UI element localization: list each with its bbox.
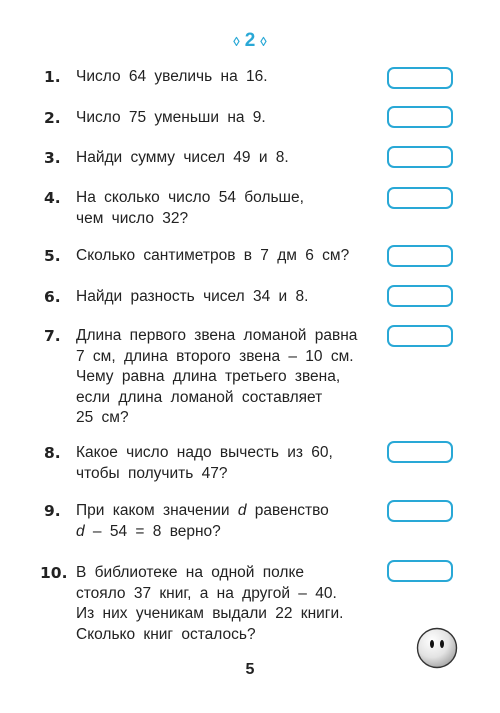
answer-box-4[interactable] (387, 187, 453, 209)
task-number: 2. (44, 109, 61, 127)
task-number: 7. (44, 327, 61, 345)
answer-box-6[interactable] (387, 285, 453, 307)
task-text: Найди сумму чисел 49 и 8. (76, 149, 289, 166)
task-text: Сколько сантиметров в 7 дм 6 см? (76, 247, 350, 264)
task-number: 9. (44, 502, 61, 520)
answer-box-3[interactable] (387, 146, 453, 168)
answer-box-1[interactable] (387, 67, 453, 89)
task-number: 6. (44, 288, 61, 306)
task-text: При каком значении d равенство d – 54 = 8 верно? (76, 502, 329, 540)
task-text: Число 75 уменьши на 9. (76, 109, 266, 126)
task-number: 1. (44, 68, 61, 86)
task-number: 5. (44, 247, 61, 265)
task-text: В библиотеке на одной полке стояло 37 книг, а на другой – 40. Из них ученикам выдали 22 книги. Сколько книг осталось? (76, 564, 344, 643)
section-number: 2 (244, 30, 256, 51)
task-text: Число 64 увеличь на 16. (76, 68, 268, 85)
task-number: 8. (44, 444, 61, 462)
answer-box-5[interactable] (387, 245, 453, 267)
answer-box-9[interactable] (387, 500, 453, 522)
page-number: 5 (245, 661, 255, 678)
section-header (0, 30, 500, 52)
answer-box-8[interactable] (387, 441, 453, 463)
task-text: На сколько число 54 больше, чем число 32? (76, 189, 304, 227)
answer-box-7[interactable] (387, 325, 453, 347)
diamond-left-icon: ◊ (233, 33, 240, 49)
diamond-right-icon: ◊ (260, 33, 267, 49)
task-text: Какое число надо вычесть из 60, чтобы получить 47? (76, 444, 333, 482)
task-number: 10. (40, 564, 68, 582)
task-number: 4. (44, 189, 61, 207)
answer-box-10[interactable] (387, 560, 453, 582)
answer-box-2[interactable] (387, 106, 453, 128)
task-text: Найди разность чисел 34 и 8. (76, 288, 309, 305)
task-text: Длина первого звена ломаной равна 7 см, длина второго звена – 10 см. Чему равна длина третьего звена, если длина ломаной составляет 25 см? (76, 327, 358, 426)
task-number: 3. (44, 149, 61, 167)
